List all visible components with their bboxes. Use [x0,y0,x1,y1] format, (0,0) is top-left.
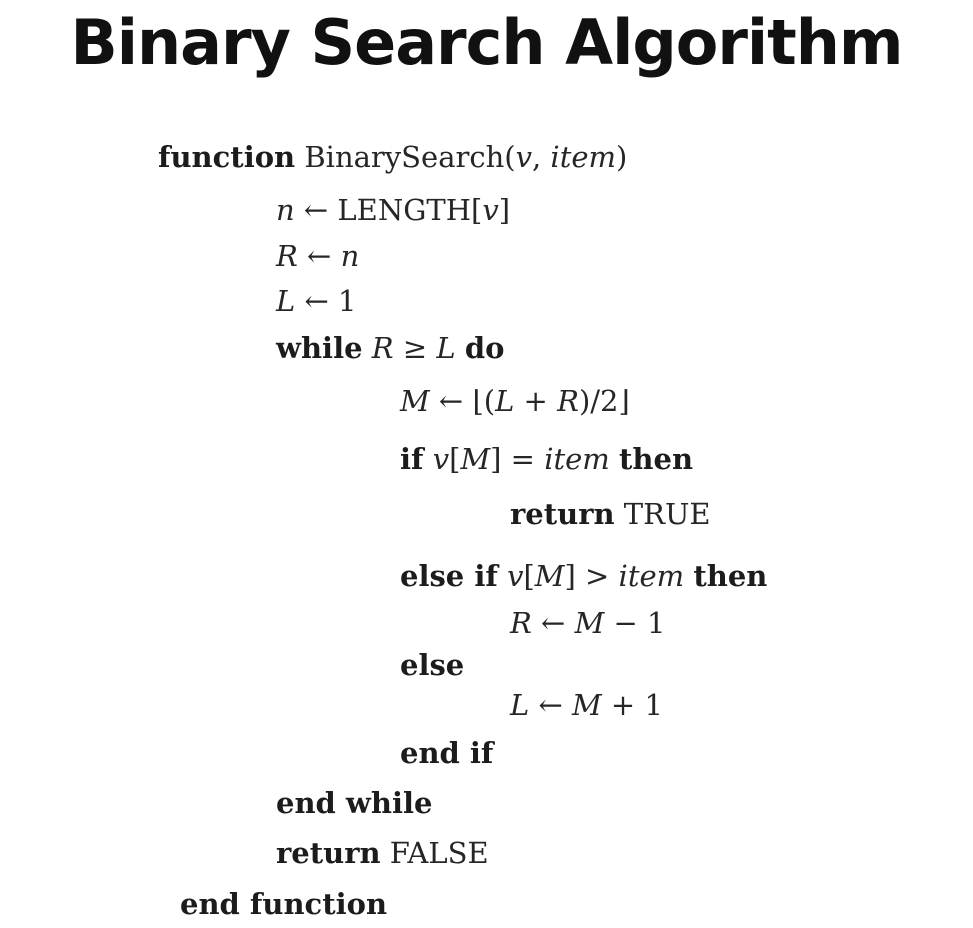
pseudocode-line-end-if [400,736,493,770]
keyword-function: function [158,140,296,174]
pseudocode-line-assign-n [276,193,510,227]
keyword-then: then [693,559,768,593]
var-l: L [436,331,456,365]
param-item: item [550,140,617,174]
var-r: R [371,331,394,365]
param-separator: , [531,140,551,174]
space [498,559,507,593]
pseudocode-line-while [276,331,504,365]
var-r: R [510,606,532,640]
assign-arrow: ← [297,239,341,273]
var-l: L [510,688,530,722]
pseudocode-line-else-if [400,559,767,593]
var-item: item [618,559,685,593]
operator-plus: + [514,384,558,418]
pseudocode-line-end-while [276,786,432,820]
var-l: L [495,384,515,418]
var-r: R [276,239,298,273]
pseudocode-line-return-true [510,497,711,531]
var-item: item [544,442,610,476]
assign-arrow: ← [531,606,575,640]
pseudocode-line-function [158,140,627,174]
keyword-else: else [400,648,465,682]
var-m: M [534,559,565,593]
bracket-greater: ] > [564,559,619,593]
var-n: n [340,239,360,273]
pseudocode-line-l-update [510,688,663,722]
var-v: v [432,442,450,476]
keyword-end-while: end while [276,786,433,820]
value-false: FALSE [380,836,489,870]
bracket-close: ] [498,193,511,227]
pseudocode-line-assign-m [400,384,630,418]
minus-one: − 1 [604,606,666,640]
pseudocode-line-assign-l [276,284,356,318]
function-name: BinarySearch( [295,140,516,174]
pseudocode-line-else [400,648,464,682]
plus-one: + 1 [601,688,663,722]
keyword-else-if: else if [400,559,498,593]
var-n: n [276,193,295,227]
assign-one: ← 1 [295,284,357,318]
space [424,442,433,476]
var-m: M [460,442,491,476]
var-r: R [557,384,579,418]
bracket-open: [ [449,442,461,476]
operator-geq: ≥ [393,331,437,365]
assign-length: ← LENGTH[ [294,193,483,227]
var-l: L [276,284,296,318]
bracket-open: [ [523,559,535,593]
var-m: M [572,688,602,722]
keyword-then: then [619,442,694,476]
page-title: Binary Search Algorithm [70,6,903,79]
var-v: v [507,559,524,593]
keyword-end-function: end function [180,887,388,921]
keyword-return: return [276,836,381,870]
pseudocode-line-if [400,442,693,476]
keyword-do: do [464,331,505,365]
space [684,559,693,593]
space [456,331,465,365]
pseudocode-line-end-function [180,887,387,921]
assign-floor-open: ← ⌊( [429,384,496,418]
space [610,442,619,476]
paren-close: ) [616,140,628,174]
bracket-equals: ] = [490,442,545,476]
value-true: TRUE [614,497,711,531]
pseudocode-line-r-update [510,606,665,640]
var-m: M [400,384,430,418]
keyword-return: return [510,497,615,531]
pseudocode-line-return-false [276,836,489,870]
space [363,331,372,365]
pseudocode-line-assign-r [276,239,359,273]
keyword-if: if [400,442,424,476]
assign-arrow: ← [529,688,573,722]
keyword-while: while [276,331,363,365]
var-m: M [574,606,605,640]
keyword-end-if: end if [400,736,494,770]
floor-close: )/2⌋ [578,384,630,418]
var-v: v [482,193,499,227]
param-v: v [515,140,532,174]
